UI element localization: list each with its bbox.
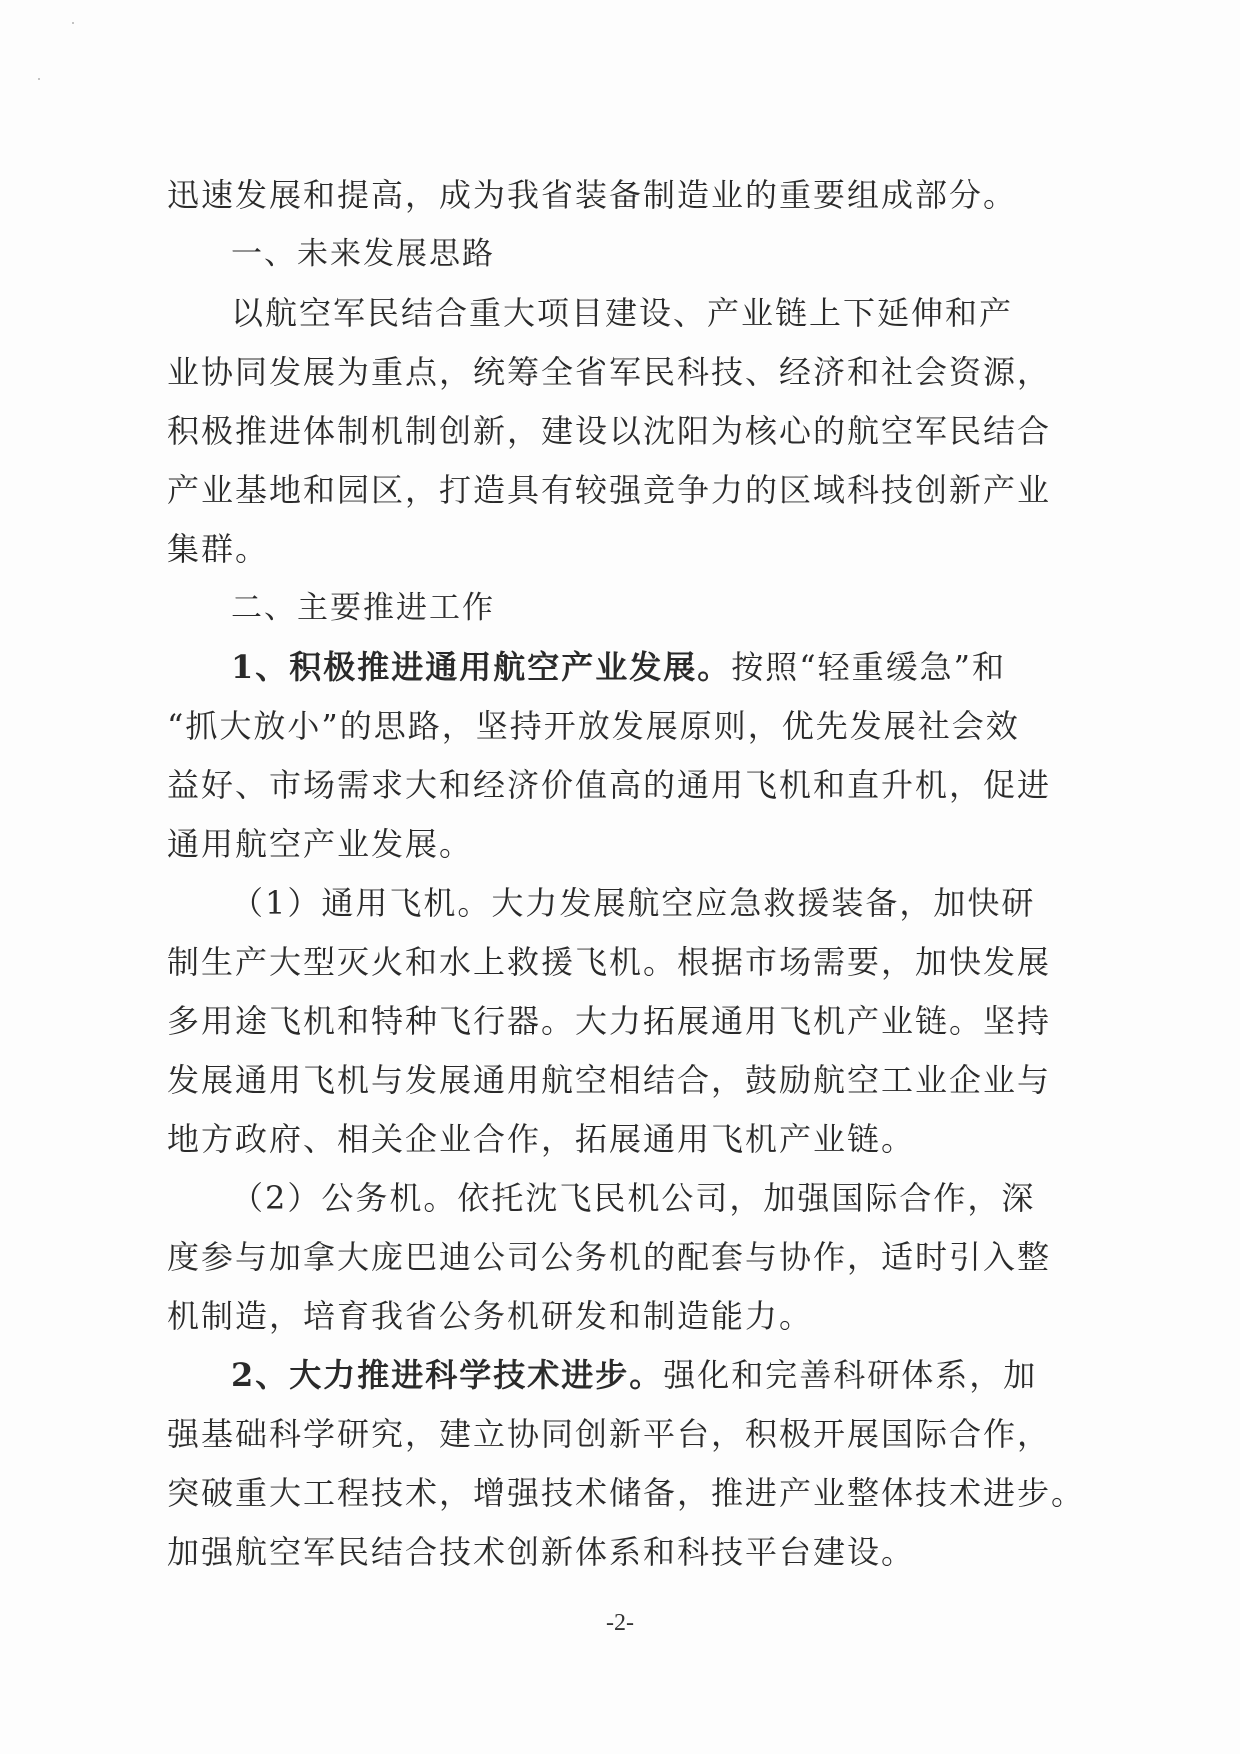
paragraph-line	[167, 461, 1052, 520]
paragraph-line	[167, 284, 1027, 343]
paragraph-line	[167, 1346, 1038, 1405]
paragraph-line	[167, 343, 1052, 402]
line-text: 通用航空产业发展。	[167, 825, 474, 863]
paragraph-line	[167, 874, 1036, 933]
line-text: （2）公务机。依托沈飞民机公司，加强国际合作，深	[231, 1179, 1036, 1217]
page-number: -2-	[606, 1610, 634, 1636]
paragraph-line	[167, 402, 1052, 461]
bold-lead-text: 2、大力推进科学技术进步。	[231, 1356, 664, 1394]
paragraph-line	[167, 1110, 1027, 1169]
line-text: 以航空军民结合重大项目建设、产业链上下延伸和产	[231, 294, 1014, 332]
paragraph-line	[167, 638, 1027, 697]
paragraph-line	[167, 1405, 1052, 1464]
paragraph-line	[167, 1464, 1086, 1523]
line-text: 一、未来发展思路	[231, 236, 495, 272]
paragraph-line	[167, 1169, 1036, 1228]
paragraph-line	[167, 1228, 1052, 1287]
line-text: 按照“轻重缓急”和	[731, 648, 1007, 686]
line-text: 多用途飞机和特种飞行器。大力拓展通用飞机产业链。坚持	[167, 1002, 1052, 1040]
section-heading	[167, 579, 1027, 638]
paragraph-line	[167, 756, 1052, 815]
paragraph-line	[167, 1523, 1027, 1582]
paragraph-line	[167, 166, 1027, 225]
paragraph-line	[167, 815, 1027, 874]
line-text: 积极推进体制机制创新，建设以沈阳为核心的航空军民结合	[167, 412, 1052, 450]
line-text: 强基础科学研究，建立协同创新平台，积极开展国际合作，	[167, 1415, 1052, 1453]
scan-speck	[72, 22, 74, 24]
paragraph-line	[167, 697, 1027, 756]
line-text: 益好、市场需求大和经济价值高的通用飞机和直升机，促进	[167, 766, 1052, 804]
line-text: 突破重大工程技术，增强技术储备，推进产业整体技术进步。	[167, 1474, 1086, 1512]
line-text: 地方政府、相关企业合作，拓展通用飞机产业链。	[167, 1120, 916, 1158]
paragraph-line	[167, 520, 1027, 579]
line-text: 制生产大型灭火和水上救援飞机。根据市场需要，加快发展	[167, 943, 1052, 981]
line-text: 产业基地和园区，打造具有较强竞争力的区域科技创新产业	[167, 471, 1052, 509]
paragraph-line	[167, 1051, 1052, 1110]
line-text: 二、主要推进工作	[231, 590, 495, 626]
document-body	[167, 166, 1086, 1582]
line-text: 集群。	[167, 530, 270, 568]
scan-speck	[38, 78, 40, 80]
bold-lead-text: 1、积极推进通用航空产业发展。	[231, 648, 732, 686]
section-heading	[167, 225, 1027, 284]
paragraph-line	[167, 1287, 1027, 1346]
line-text: 迅速发展和提高，成为我省装备制造业的重要组成部分。	[167, 176, 1018, 214]
line-text: 发展通用飞机与发展通用航空相结合，鼓励航空工业企业与	[167, 1061, 1052, 1099]
paragraph-line	[167, 933, 1052, 992]
line-text: 度参与加拿大庞巴迪公司公务机的配套与协作，适时引入整	[167, 1238, 1052, 1276]
line-text: 业协同发展为重点，统筹全省军民科技、经济和社会资源，	[167, 353, 1052, 391]
line-text: 加强航空军民结合技术创新体系和科技平台建设。	[167, 1533, 916, 1571]
line-text: 机制造，培育我省公务机研发和制造能力。	[167, 1297, 814, 1335]
line-text: 强化和完善科研体系，加	[663, 1356, 1038, 1394]
line-text: “抓大放小”的思路，坚持开放发展原则，优先发展社会效	[167, 707, 1020, 745]
line-text: （1）通用飞机。大力发展航空应急救援装备，加快研	[231, 884, 1036, 922]
paragraph-line	[167, 992, 1052, 1051]
